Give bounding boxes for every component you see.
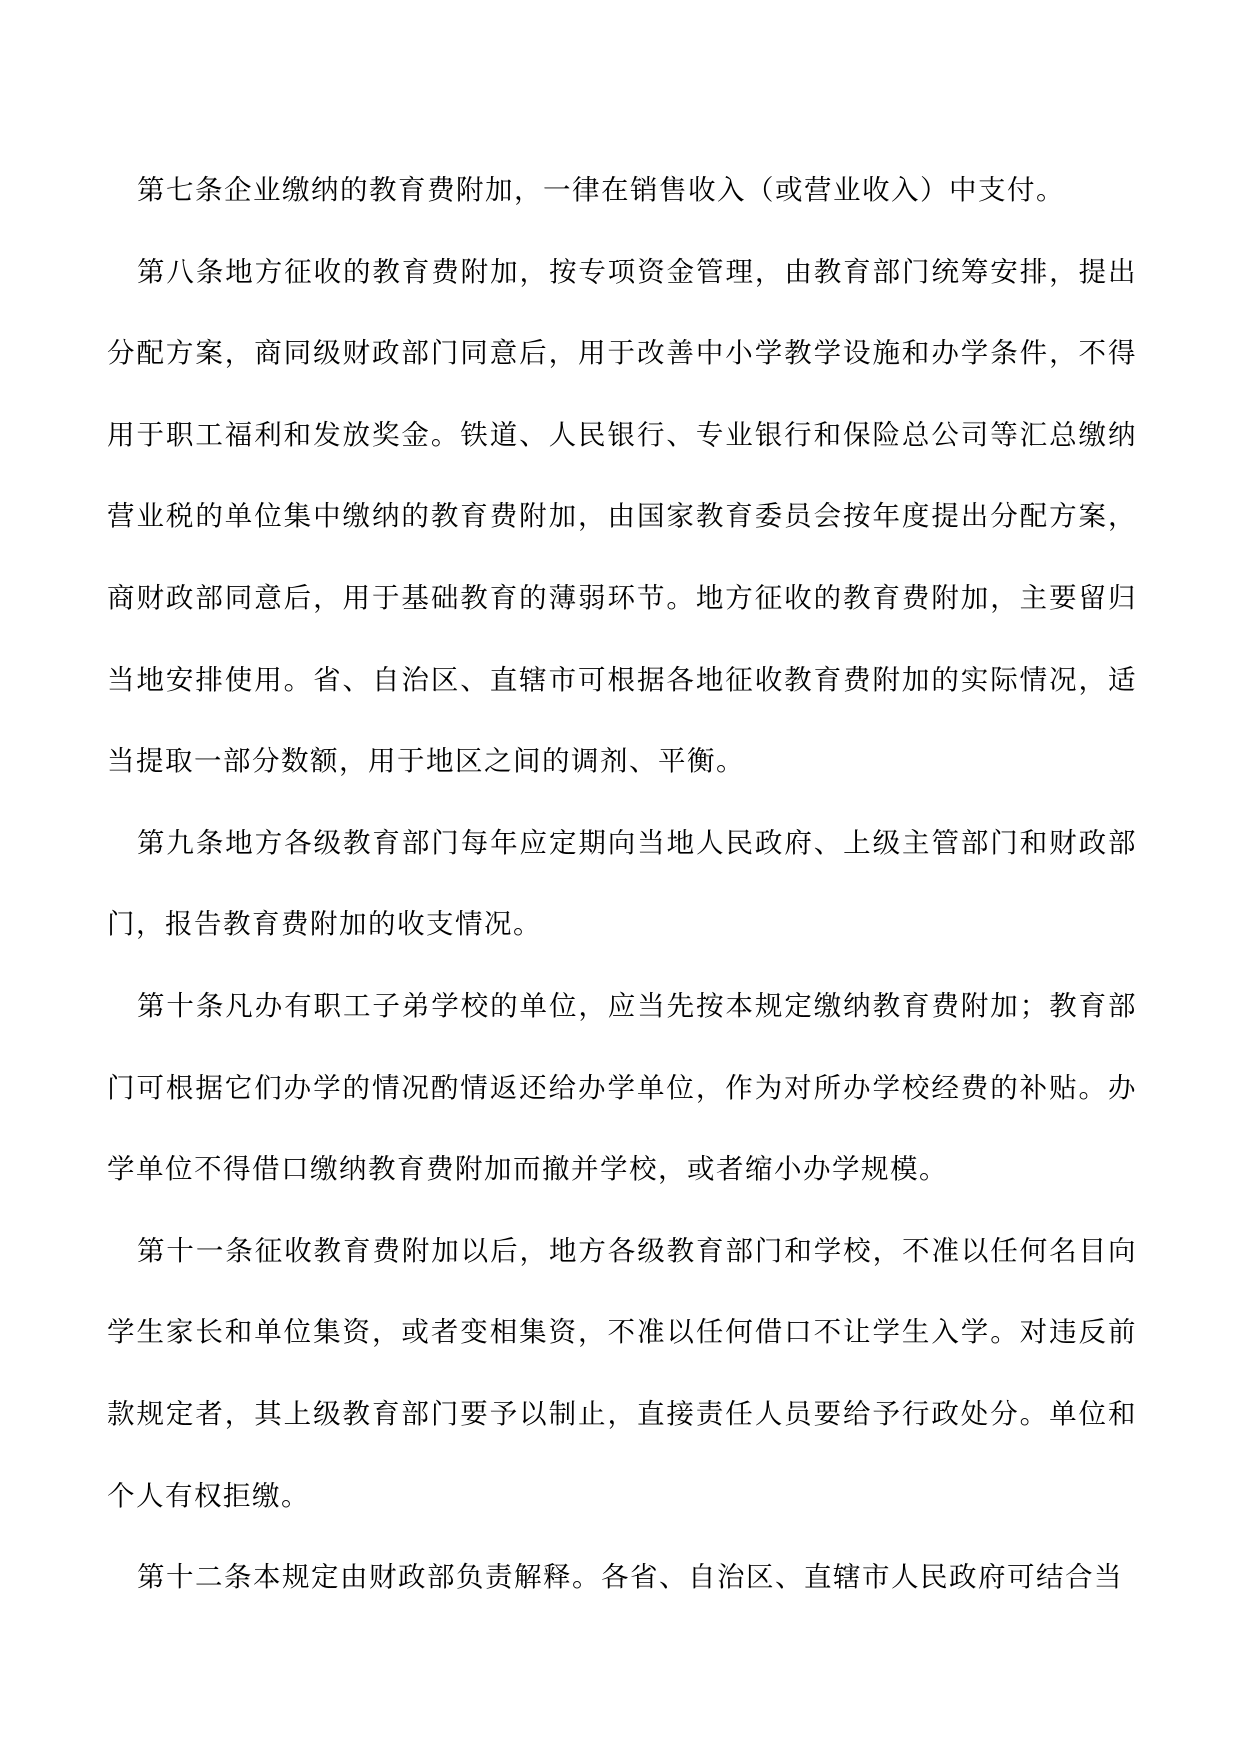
article-8-paragraph: 第八条地方征收的教育费附加，按专项资金管理，由教育部门统筹安排，提出分配方案，商同级财政部门同意后，用于改善中小学教学设施和办学条件，不得用于职工福利和发放奖金。铁道、人民银行、专业银行和保险总公司等汇总缴纳营业税的单位集中缴纳的教育费附加，由国家教育委员会按年度提出分配方案，商财政部同意后，用于基础教育的薄弱环节。地方征收的教育费附加，主要留归当地安排使用。省、自治区、直辖市可根据各地征收教育费附加的实际情况，适当提取一部分数额，用于地区之间的调剂、平衡。	[107, 255, 1137, 778]
article-10-paragraph: 第十条凡办有职工子弟学校的单位，应当先按本规定缴纳教育费附加；教育部门可根据它们办学的情况酌情返还给办学单位，作为对所办学校经费的补贴。办学单位不得借口缴纳教育费附加而撤并学校，或者缩小办学规模。	[107, 989, 1137, 1186]
article-9-paragraph: 第九条地方各级教育部门每年应定期向当地人民政府、上级主管部门和财政部门，报告教育费附加的收支情况。	[107, 826, 1137, 941]
article-11-paragraph: 第十一条征收教育费附加以后，地方各级教育部门和学校，不准以任何名目向学生家长和单位集资，或者变相集资，不准以任何借口不让学生入学。对违反前款规定者，其上级教育部门要予以制止，直接责任人员要给予行政处分。单位和个人有权拒缴。	[107, 1234, 1137, 1512]
article-7-paragraph: 第七条企业缴纳的教育费附加，一律在销售收入（或营业收入）中支付。	[137, 174, 1065, 206]
document-body	[107, 150, 1137, 1619]
article-12-paragraph: 第十二条本规定由财政部负责解释。各省、自治区、直辖市人民政府可结合当	[137, 1561, 1123, 1594]
